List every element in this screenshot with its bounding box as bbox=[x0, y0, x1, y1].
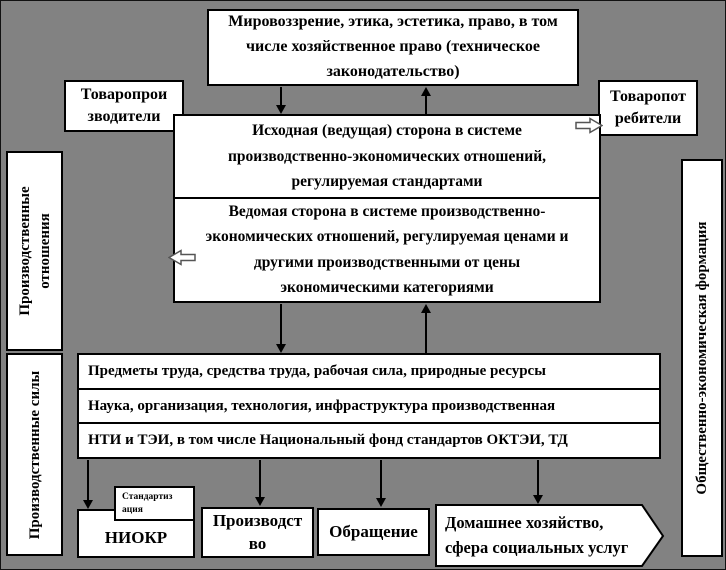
resource-row-labor-label: Предметы труда, средства труда, рабочая сила, природные ресурсы bbox=[88, 362, 546, 379]
circulation-label: Обращение bbox=[329, 521, 418, 541]
leading-side-label: Исходная (ведущая) сторона в системе производственно-экономических отношений, регулируемая стандартами bbox=[227, 122, 547, 191]
driven-side-label: Ведомая сторона в системе производственно-экономических отношений, регулируемая ценами и другими производственными от цены экономическими категориями bbox=[205, 202, 569, 297]
resource-row-labor bbox=[79, 355, 659, 388]
household-box bbox=[435, 504, 665, 568]
resource-row-science bbox=[79, 388, 659, 423]
consumers-label-line2: ребители bbox=[614, 110, 682, 127]
worldview-label: Мировоззрение, этика, эстетика, право, в том числе хозяйственное право (техническое законодательство) bbox=[228, 13, 558, 80]
resource-row-science-label: Наука, организация, технология, инфраструктура производственная bbox=[88, 397, 556, 414]
production-forces-label: Производственные силы bbox=[26, 370, 43, 539]
socioeconomic-formation-box bbox=[681, 159, 723, 557]
resource-row-nti-label: НТИ и ТЭИ, в том числе Национальный фонд стандартов ОКТЭИ, ТД bbox=[88, 432, 568, 449]
circulation-box bbox=[317, 508, 430, 556]
consumers-box bbox=[598, 80, 698, 136]
household-label: Домашнее хозяйство, сфера социальных услуг bbox=[445, 513, 629, 557]
standardization-box bbox=[114, 486, 195, 521]
producers-label-line1: Товаропрои bbox=[80, 85, 168, 103]
production-label-line2: во bbox=[248, 533, 267, 553]
production-relations-box bbox=[6, 151, 63, 351]
hollow-arrow-left-icon bbox=[168, 249, 196, 266]
leading-side-cell bbox=[175, 116, 599, 197]
driven-side-cell bbox=[175, 197, 599, 301]
resource-row-nti bbox=[79, 422, 659, 457]
standardization-label-line2: ация bbox=[122, 504, 143, 515]
producers-box bbox=[64, 80, 184, 132]
producers-label-line2: зводители bbox=[87, 108, 161, 125]
consumers-label-line1: Товаропот bbox=[610, 87, 686, 105]
production-label-line1: Производст bbox=[212, 510, 303, 530]
production-box bbox=[201, 507, 314, 558]
niokr-label: НИОКР bbox=[104, 528, 168, 548]
worldview-box bbox=[207, 9, 579, 86]
socioeconomic-formation-label: Общественно-экономическая формация bbox=[693, 221, 710, 495]
production-forces-box bbox=[6, 353, 63, 556]
hollow-arrow-right-icon bbox=[575, 117, 603, 134]
resource-rows-box bbox=[77, 353, 661, 459]
standardization-label-line1: Стандартиз bbox=[122, 492, 173, 502]
central-box bbox=[173, 114, 601, 303]
production-relations-label: Производственные отношения bbox=[16, 186, 53, 316]
